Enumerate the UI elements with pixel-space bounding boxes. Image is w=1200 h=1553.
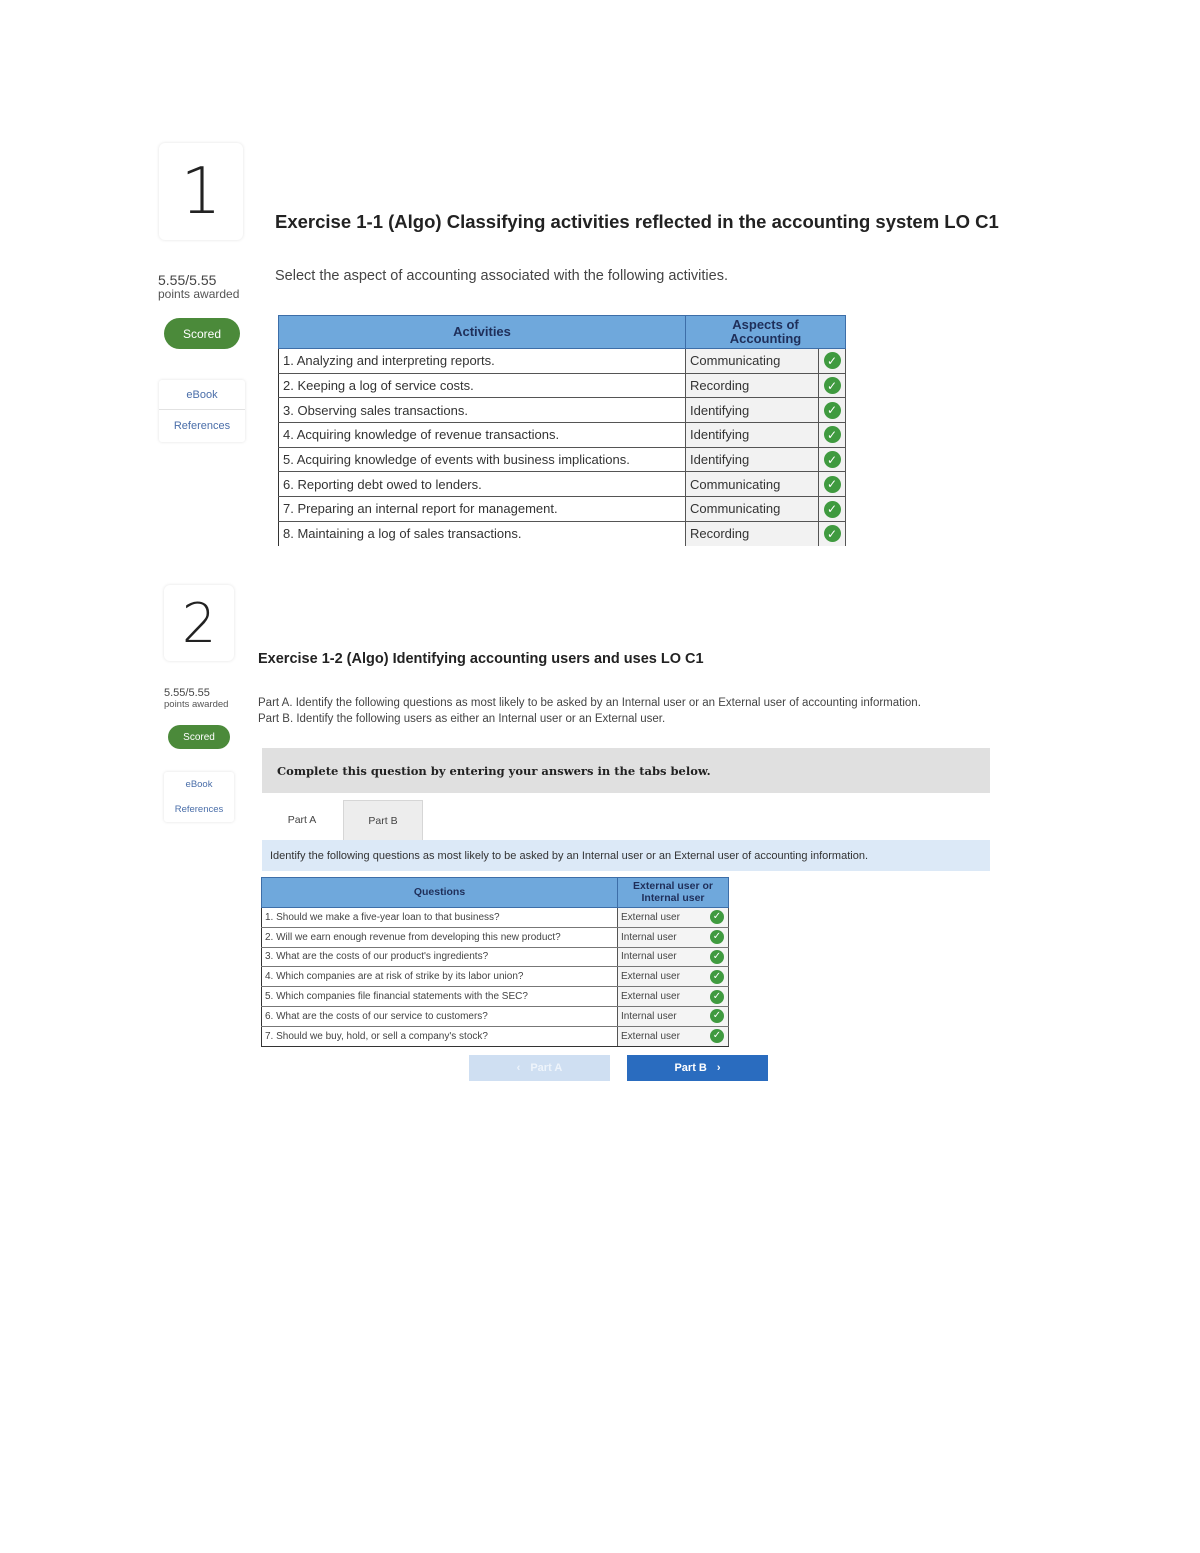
activity-cell: 2. Keeping a log of service costs. bbox=[279, 373, 686, 398]
question-cell: 1. Should we make a five-year loan to that business? bbox=[262, 908, 618, 928]
exercise-instruction: Select the aspect of accounting associated with the following activities. bbox=[275, 268, 728, 284]
user-select[interactable]: External user bbox=[618, 1026, 707, 1046]
table-row bbox=[279, 398, 846, 423]
question-cell: 7. Should we buy, hold, or sell a company's stock? bbox=[262, 1026, 618, 1046]
user-select[interactable]: Internal user bbox=[618, 927, 707, 947]
questions-table bbox=[261, 877, 729, 1047]
next-part-label: Part B bbox=[674, 1062, 707, 1074]
table-row bbox=[262, 1026, 729, 1046]
check-circle-icon: ✓ bbox=[710, 950, 724, 964]
table-row bbox=[279, 472, 846, 497]
check-circle-icon: ✓ bbox=[824, 476, 841, 493]
scored-badge bbox=[168, 725, 230, 749]
exercise-title: Exercise 1-1 (Algo) Classifying activities reflected in the accounting system LO C1 bbox=[275, 211, 999, 232]
aspect-select[interactable]: Communicating bbox=[686, 472, 819, 497]
question-cell: 5. Which companies file financial statements with the SEC? bbox=[262, 987, 618, 1007]
question-cell: 2. Will we earn enough revenue from developing this new product? bbox=[262, 927, 618, 947]
table-row bbox=[279, 349, 846, 374]
chevron-right-icon: › bbox=[716, 1062, 721, 1074]
user-select[interactable]: External user bbox=[618, 908, 707, 928]
question-number: 1 bbox=[180, 154, 222, 229]
aspect-select[interactable]: Identifying bbox=[686, 447, 819, 472]
instruction-banner bbox=[262, 748, 990, 793]
next-part-button[interactable] bbox=[627, 1055, 768, 1081]
points-score: 5.55/5.55 bbox=[158, 272, 217, 288]
references-link[interactable]: References bbox=[174, 804, 224, 815]
chevron-left-icon: ‹ bbox=[516, 1062, 521, 1074]
part-instruction bbox=[262, 840, 990, 871]
scored-badge bbox=[164, 318, 240, 349]
points-label: points awarded bbox=[164, 698, 229, 710]
header-aspects: Aspects of Accounting bbox=[686, 316, 846, 349]
table-row bbox=[262, 947, 729, 967]
check-circle-icon: ✓ bbox=[824, 525, 841, 542]
prev-part-button[interactable] bbox=[469, 1055, 610, 1081]
part-instruction-text: Identify the following questions as most likely to be asked by an Internal user or an External user of accounting information. bbox=[270, 849, 868, 862]
check-circle-icon: ✓ bbox=[710, 990, 724, 1004]
header-user: External user or Internal user bbox=[618, 878, 729, 908]
question-cell: 3. What are the costs of our product's ingredients? bbox=[262, 947, 618, 967]
activity-cell: 5. Acquiring knowledge of events with business implications. bbox=[279, 447, 686, 472]
check-circle-icon: ✓ bbox=[710, 970, 724, 984]
user-select[interactable]: External user bbox=[618, 967, 707, 987]
scored-label: Scored bbox=[183, 731, 215, 743]
tab-part-b[interactable]: Part B bbox=[343, 800, 423, 840]
activity-cell: 8. Maintaining a log of sales transactions. bbox=[279, 521, 686, 545]
aspect-select[interactable]: Identifying bbox=[686, 398, 819, 423]
aspect-select[interactable]: Recording bbox=[686, 373, 819, 398]
table-row bbox=[279, 521, 846, 545]
activity-cell: 6. Reporting debt owed to lenders. bbox=[279, 472, 686, 497]
resource-links bbox=[159, 380, 245, 442]
aspect-select[interactable]: Communicating bbox=[686, 349, 819, 374]
references-link[interactable]: References bbox=[159, 409, 245, 442]
check-circle-icon: ✓ bbox=[710, 930, 724, 944]
user-select[interactable]: External user bbox=[618, 987, 707, 1007]
points-awarded bbox=[164, 687, 228, 711]
activities-table bbox=[278, 315, 846, 546]
resource-links bbox=[164, 772, 234, 822]
check-circle-icon: ✓ bbox=[710, 1029, 724, 1043]
question-number-card bbox=[159, 143, 243, 240]
table-row bbox=[279, 447, 846, 472]
table-row bbox=[279, 423, 846, 448]
table-row bbox=[262, 987, 729, 1007]
check-circle-icon: ✓ bbox=[710, 1009, 724, 1023]
table-row bbox=[262, 927, 729, 947]
exercise-title: Exercise 1-2 (Algo) Identifying accounting users and uses LO C1 bbox=[258, 651, 704, 667]
points-label: points awarded bbox=[158, 287, 240, 302]
check-circle-icon: ✓ bbox=[824, 426, 841, 443]
header-questions: Questions bbox=[262, 878, 618, 908]
question-cell: 4. Which companies are at risk of strike by its labor union? bbox=[262, 967, 618, 987]
check-circle-icon: ✓ bbox=[824, 377, 841, 394]
question-number-card bbox=[164, 585, 234, 661]
check-circle-icon: ✓ bbox=[824, 451, 841, 468]
prev-part-label: Part A bbox=[530, 1062, 563, 1074]
ebook-link[interactable]: eBook bbox=[185, 779, 213, 790]
check-circle-icon: ✓ bbox=[824, 501, 841, 518]
activity-cell: 7. Preparing an internal report for management. bbox=[279, 497, 686, 522]
question-cell: 6. What are the costs of our service to customers? bbox=[262, 1006, 618, 1026]
user-select[interactable]: Internal user bbox=[618, 947, 707, 967]
table-row bbox=[262, 967, 729, 987]
table-row bbox=[279, 373, 846, 398]
question-number: 2 bbox=[181, 591, 217, 655]
points-awarded bbox=[158, 272, 239, 302]
aspect-select[interactable]: Recording bbox=[686, 521, 819, 545]
banner-text: Complete this question by entering your answers in the tabs below. bbox=[277, 763, 711, 778]
table-row bbox=[262, 1006, 729, 1026]
aspect-select[interactable]: Communicating bbox=[686, 497, 819, 522]
exercise-instruction-part-a: Part A. Identify the following questions as most likely to be asked by an Internal user or an External user of accounting information. bbox=[258, 697, 921, 709]
check-circle-icon: ✓ bbox=[824, 402, 841, 419]
user-select[interactable]: Internal user bbox=[618, 1006, 707, 1026]
ebook-link[interactable]: eBook bbox=[186, 388, 218, 401]
tab-part-a[interactable]: Part A bbox=[262, 800, 342, 840]
exercise-instruction-part-b: Part B. Identify the following users as either an Internal user or an External user. bbox=[258, 713, 666, 725]
check-circle-icon: ✓ bbox=[824, 352, 841, 369]
aspect-select[interactable]: Identifying bbox=[686, 423, 819, 448]
table-row bbox=[262, 908, 729, 928]
activity-cell: 1. Analyzing and interpreting reports. bbox=[279, 349, 686, 374]
check-circle-icon: ✓ bbox=[710, 910, 724, 924]
activity-cell: 3. Observing sales transactions. bbox=[279, 398, 686, 423]
activity-cell: 4. Acquiring knowledge of revenue transactions. bbox=[279, 423, 686, 448]
header-activities: Activities bbox=[279, 316, 686, 349]
points-score: 5.55/5.55 bbox=[164, 687, 210, 699]
scored-label: Scored bbox=[182, 326, 222, 341]
table-row bbox=[279, 497, 846, 522]
